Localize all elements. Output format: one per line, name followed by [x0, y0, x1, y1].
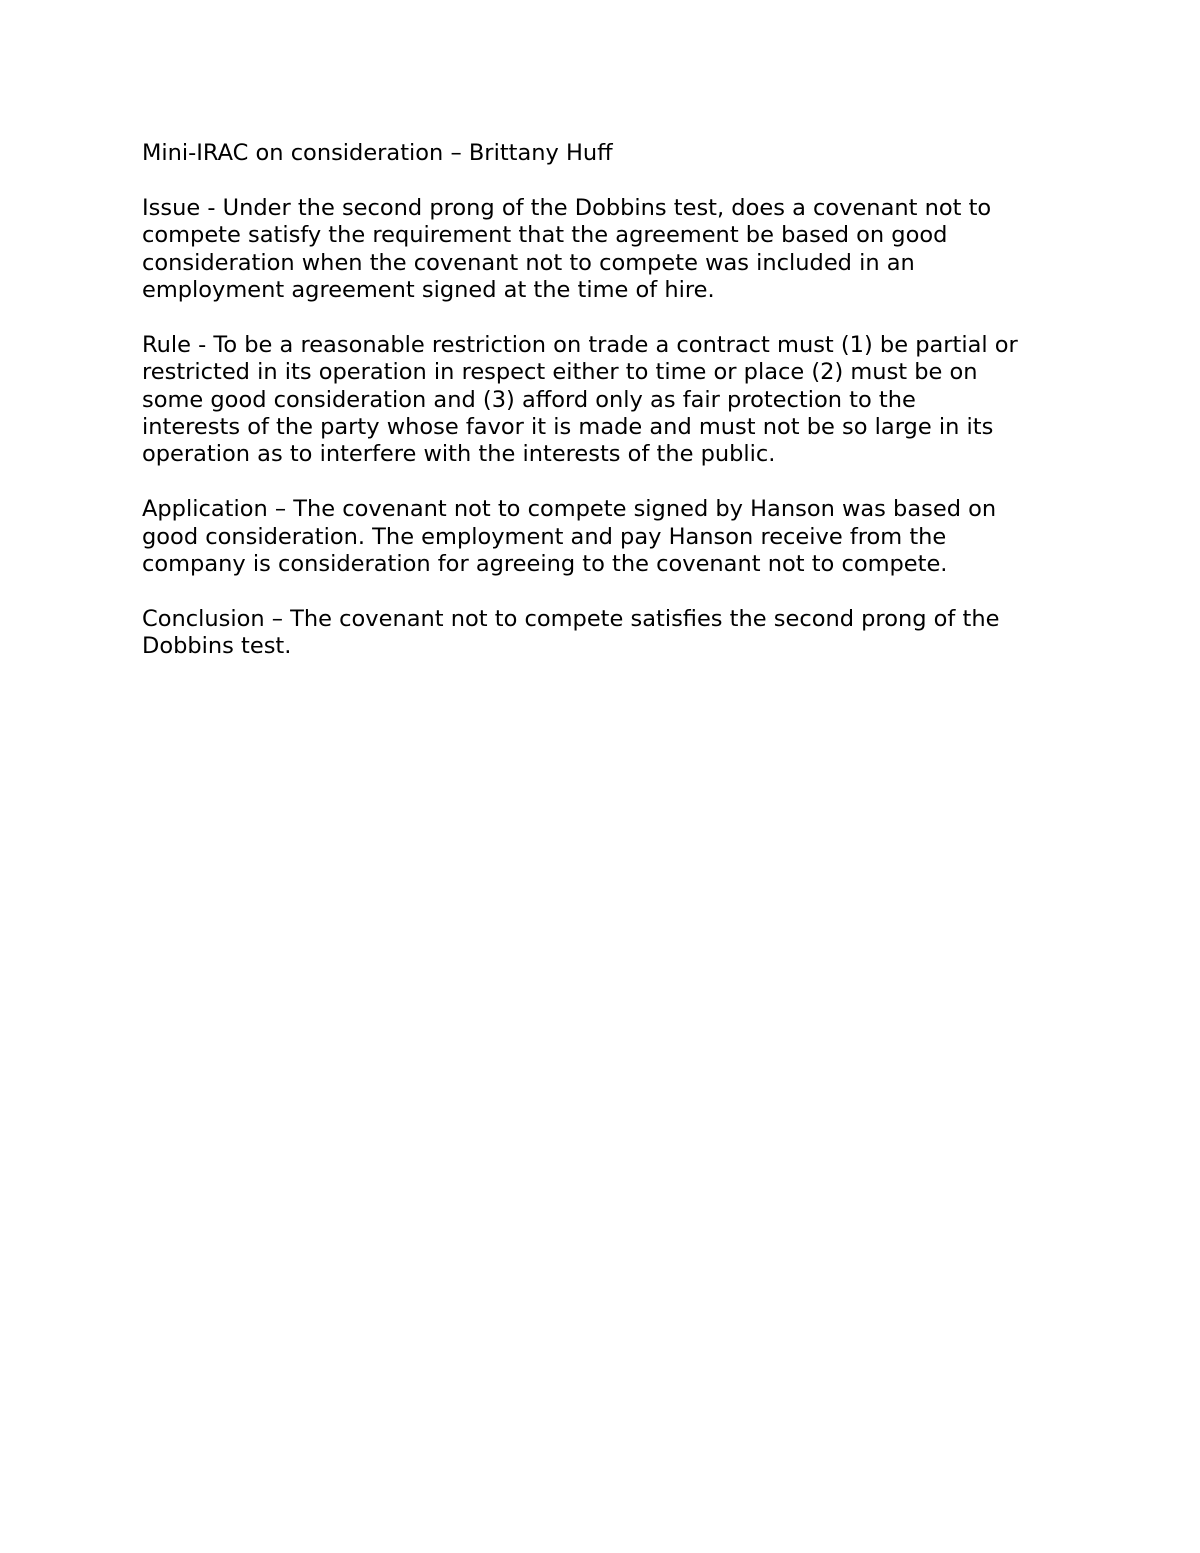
document-body: [142, 140, 1072, 688]
issue-line: consideration when the covenant not to compete was included in an: [142, 249, 915, 276]
application-line: Application – The covenant not to compete signed by Hanson was based on: [142, 496, 997, 523]
rule-paragraph: [142, 332, 1072, 469]
conclusion-line: Dobbins test.: [142, 633, 292, 660]
application-paragraph: [142, 496, 1072, 578]
document-title: [142, 140, 1072, 167]
application-line: company is consideration for agreeing to the covenant not to compete.: [142, 551, 948, 578]
rule-line: interests of the party whose favor it is made and must not be so large in its: [142, 414, 994, 441]
issue-line: Issue - Under the second prong of the Dobbins test, does a covenant not to: [142, 194, 992, 221]
issue-line: compete satisfy the requirement that the agreement be based on good: [142, 222, 948, 249]
application-line: good consideration. The employment and pay Hanson receive from the: [142, 523, 947, 550]
conclusion-paragraph: [142, 606, 1072, 661]
rule-line: operation as to interfere with the interests of the public.: [142, 441, 776, 468]
rule-line: restricted in its operation in respect either to time or place (2) must be on: [142, 359, 978, 386]
rule-line: some good consideration and (3) afford only as fair protection to the: [142, 386, 916, 413]
document-title-text: Mini-IRAC on consideration – Brittany Huff: [142, 140, 613, 166]
issue-line: employment agreement signed at the time of hire.: [142, 277, 715, 304]
rule-line: Rule - To be a reasonable restriction on trade a contract must (1) be partial or: [142, 331, 1018, 358]
conclusion-line: Conclusion – The covenant not to compete satisfies the second prong of the: [142, 605, 1000, 632]
issue-paragraph: [142, 195, 1072, 305]
